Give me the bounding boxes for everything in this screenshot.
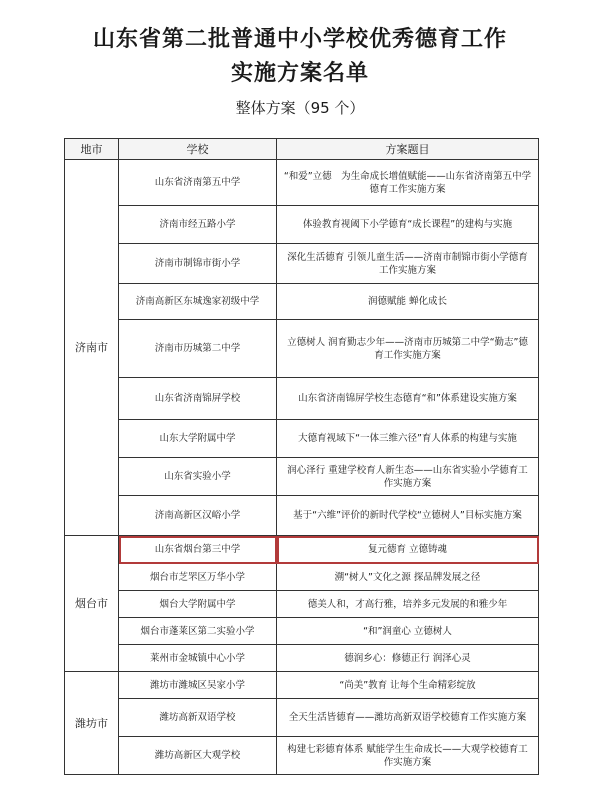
- school-cell: 烟台大学附属中学: [119, 591, 277, 618]
- document-title-line2: 实施方案名单: [230, 60, 369, 86]
- plan-cell: 山东省济南锦屏学校生态德育“和”体系建设实施方案: [277, 378, 539, 420]
- plan-cell: 构建七彩德育体系 赋能学生生命成长——大观学校德育工作实施方案: [277, 737, 539, 775]
- plan-cell: “和”润童心 立德树人: [277, 618, 539, 645]
- school-cell: 济南市经五路小学: [119, 206, 277, 244]
- school-list-table: [64, 138, 539, 775]
- table-row: [65, 458, 539, 496]
- school-cell-highlighted: 山东省烟台第三中学: [119, 536, 277, 564]
- plan-cell: 立德树人 润育勤志少年——济南市历城第二中学“勤志”德育工作实施方案: [277, 320, 539, 378]
- plan-cell: 溯“树人”文化之源 探品牌发展之径: [277, 564, 539, 591]
- plan-cell: 深化生活德育 引领儿童生活——济南市制锦市街小学德育工作实施方案: [277, 244, 539, 284]
- school-cell: 烟台市芝罘区万华小学: [119, 564, 277, 591]
- school-cell: 济南高新区汉峪小学: [119, 496, 277, 536]
- table-row: [65, 320, 539, 378]
- plan-cell: “和爱”立德 为生命成长增值赋能——山东省济南第五中学德育工作实施方案: [277, 160, 539, 206]
- table-row: [65, 244, 539, 284]
- school-cell: 潍坊高新双语学校: [119, 699, 277, 737]
- school-cell: 济南市制锦市街小学: [119, 244, 277, 284]
- table-row: [65, 618, 539, 645]
- school-cell: 山东省济南第五中学: [119, 160, 277, 206]
- table-row: [65, 160, 539, 206]
- city-cell-yantai: 烟台市: [65, 536, 119, 672]
- school-cell: 潍坊市潍城区吴家小学: [119, 672, 277, 699]
- city-cell-weifang: 潍坊市: [65, 672, 119, 775]
- school-cell: 山东大学附属中学: [119, 420, 277, 458]
- table-row: [65, 645, 539, 672]
- header-city: 地市: [65, 139, 119, 160]
- plan-cell: “尚美”教育 让每个生命精彩绽放: [277, 672, 539, 699]
- table-row: [65, 284, 539, 320]
- plan-cell: 体验教育视阈下小学德育“成长课程”的建构与实施: [277, 206, 539, 244]
- plan-cell: 润德赋能 蝉化成长: [277, 284, 539, 320]
- school-cell: 烟台市蓬莱区第二实验小学: [119, 618, 277, 645]
- school-cell: 山东省实验小学: [119, 458, 277, 496]
- school-cell: 济南高新区东城逸家初级中学: [119, 284, 277, 320]
- city-cell-jinan: 济南市: [65, 160, 119, 536]
- plan-cell: 德润乡心：修德正行 润泽心灵: [277, 645, 539, 672]
- plan-cell: 大德育视域下“一体三维六径”育人体系的构建与实施: [277, 420, 539, 458]
- school-cell: 潍坊高新区大观学校: [119, 737, 277, 775]
- table-header-row: [65, 139, 539, 160]
- table-row: [65, 699, 539, 737]
- table-row: [65, 564, 539, 591]
- table-row: [65, 496, 539, 536]
- plan-cell-highlighted: 复元德育 立德铸魂: [277, 536, 539, 564]
- header-school: 学校: [119, 139, 277, 160]
- table-row: [65, 672, 539, 699]
- table-row: [65, 206, 539, 244]
- school-cell: 山东省济南锦屏学校: [119, 378, 277, 420]
- table-row: [65, 378, 539, 420]
- table-row: [65, 420, 539, 458]
- plan-cell: 润心泽行 重建学校育人新生态——山东省实验小学德育工作实施方案: [277, 458, 539, 496]
- document-title-line1: 山东省第二批普通中小学校优秀德育工作: [92, 26, 507, 52]
- school-cell: 济南市历城第二中学: [119, 320, 277, 378]
- header-plan: 方案题目: [277, 139, 539, 160]
- document-subtitle: 整体方案（95 个）: [235, 99, 365, 117]
- plan-cell: 全天生活皆德育——潍坊高新双语学校德育工作实施方案: [277, 699, 539, 737]
- table-row: [65, 591, 539, 618]
- table-row: [65, 737, 539, 775]
- table-row: [65, 536, 539, 564]
- plan-cell: 德美人和，才高行雅，培养多元发展的和雅少年: [277, 591, 539, 618]
- plan-cell: 基于“六维”评价的新时代学校“立德树人”目标实施方案: [277, 496, 539, 536]
- school-cell: 莱州市金城镇中心小学: [119, 645, 277, 672]
